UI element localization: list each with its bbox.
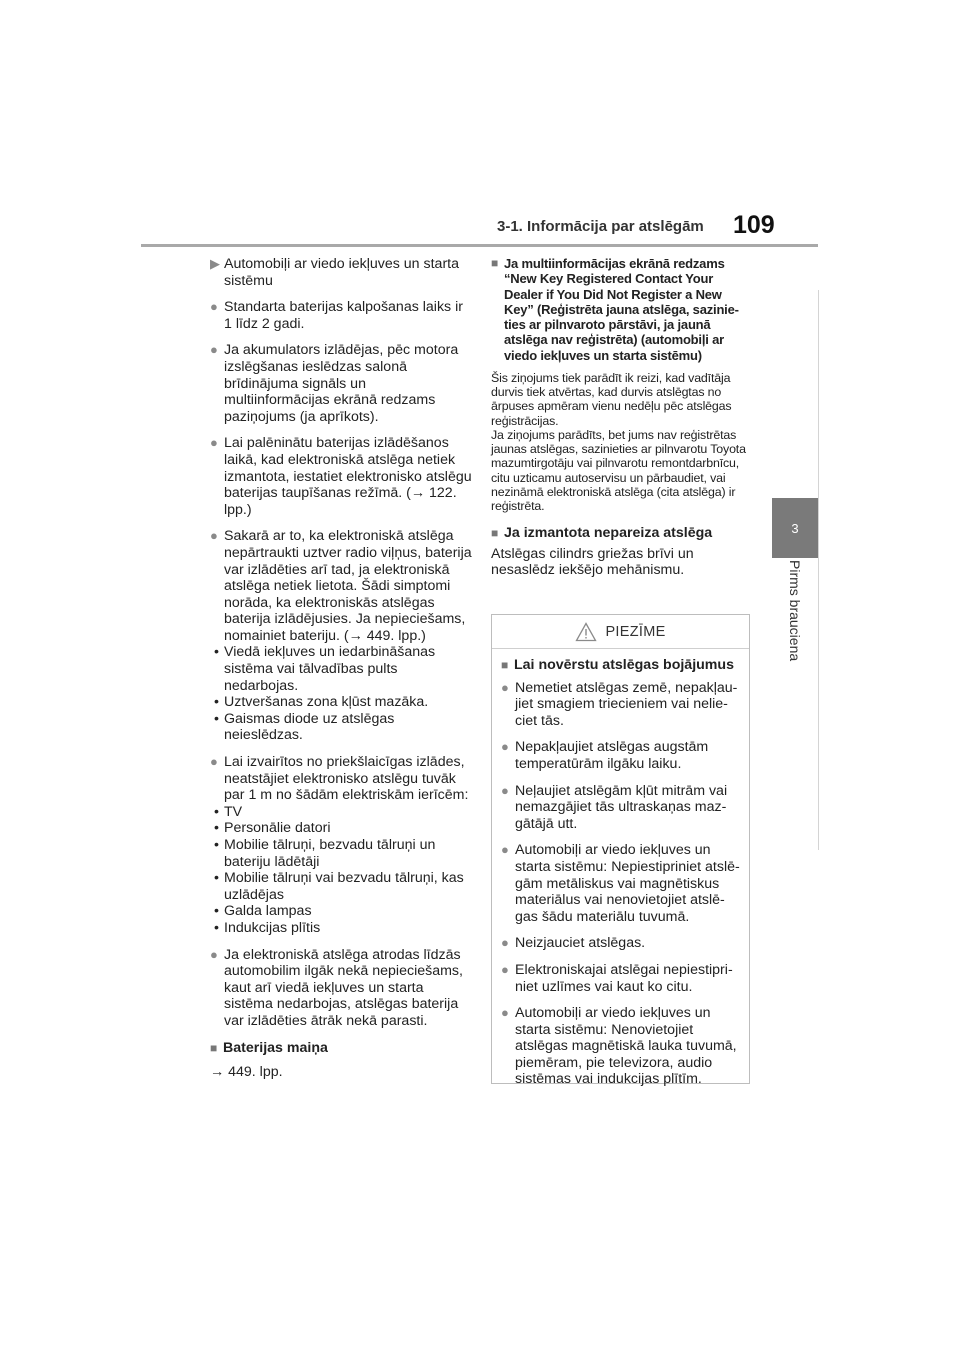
device-item: • TV [214,803,243,820]
circle-bullet-icon: ● [210,435,218,451]
list-item [210,299,472,332]
circle-bullet-icon: ● [501,739,509,755]
intro-text: Automobiļi ar viedo iekļuves un starta sistēmu [224,256,460,289]
note-box [491,614,750,1088]
header-divider [141,244,818,247]
new-key-text [491,371,750,513]
triangle-right-icon: ▶ [210,256,220,271]
circle-bullet-icon: ● [210,528,218,544]
symptom-item: • Gaismas diode uz atslēgas neieslēdzas. [214,710,395,744]
square-icon: ■ [501,658,509,672]
note-item: ● Nemetiet atslēgas zemē, nepakļaujiet smagiem triecieniem vai nelieciet tās. [501,679,738,729]
new-key-paragraph: Ja ziņojums parādīts, bet jums nav reģistrētas jaunas atslēgas, sazinieties ar pilnvarotu Toyota mazumtirgotāju vai pilnvarotu remontdarbnīcu, citu uzticamu autoservisu un pārbaudiet, vai nezināmā elektroniskā atslēga (cita atslēga) ir reģistrēta. [491,427,746,513]
device-item: • Personālie datori [214,820,331,837]
square-icon: ■ [491,256,499,270]
list-item [210,435,472,518]
circle-bullet-icon: ● [501,679,509,695]
bullet-text: Standarta baterijas kalpošanas laiks ir 1 līdz 2 gadi. [224,299,463,332]
symptom-item: • Viedā iekļuves un iedarbināšanas sistēma vai tālvadības pults nedarbojas. [214,644,436,694]
note-item: ● Elektroniskajai atslēgai nepiestipriniet uzlīmes vai kaut ko citu. [501,961,733,995]
bullet-text: Lai palēninātu baterijas izlādēšanos laikā, kad elektroniskā atslēga netiek izmantota, iestatiet elektronisko atslēgu baterijas taupīšanas režīmā. (→ 122. lpp.) [224,435,472,518]
bullet-text: Ja akumulators izlādējas, pēc motora izslēgšanas ieslēdzas salonā brīdinājuma signāls un multiinformācijas ekrānā redzams paziņojums (ja aprīkots). [224,342,459,425]
chapter-number: 3 [791,520,799,536]
circle-bullet-icon: ● [501,842,509,858]
square-icon: ■ [491,526,499,541]
device-item: • Mobilie tālruņi, bezvadu tālruņi un bateriju lādētāji [214,837,436,870]
device-item: • Mobilie tālruņi vai bezvadu tālruņi, kas uzlādējas [214,870,464,903]
note-body [492,649,749,1088]
circle-bullet-icon: ● [501,935,509,951]
note-header [492,615,749,649]
circle-bullet-icon: ● [501,782,509,798]
circle-bullet-icon: ● [501,1005,509,1021]
circle-bullet-icon: ● [210,299,218,315]
chapter-title: Pirms brauciena [787,560,803,662]
circle-bullet-icon: ● [210,946,218,962]
note-item: ● Neizjauciet atslēgas. [501,935,646,952]
battery-heading: ■ Baterijas maiņa [210,1039,328,1056]
chapter-tab [772,498,818,558]
note-heading: ■ Lai novērstu atslēgas bojājumus [501,657,734,673]
circle-bullet-icon: ● [501,961,509,977]
note-item: ● Automobiļi ar viedo iekļuves un starta sistēmu: Nepiestipriniet atslēgām metāliskus vai magnētiskus materiālus vai nenovietojiet atslēgas šādu materiālu tuvumā. [501,842,740,925]
note-item: ● Neļaujiet atslēgām kļūt mitrām vai nemazgājiet tās ultraskaņas mazgātājā utt. [501,782,728,832]
note-item: ● Nepakļaujiet atslēgas augstām temperatūrām ilgāku laiku. [501,739,709,772]
section-title: 3-1. Informācija par atslēgām [497,218,704,235]
list-item [210,947,472,1030]
bullet-text: Lai izvairītos no priekšlaicīgas izlādes, neatstājiet elektronisko atslēgu tuvāk par 1 m no šādām elektriskām ierīcēm: [224,754,469,804]
note-title: PIEZĪME [605,623,666,640]
page-number: 109 [733,211,775,239]
intro-item [210,256,472,289]
wrong-key-text: Atslēgas cilindrs griežas brīvi un nesaslēdz iekšējo mehānismu. [491,545,694,579]
caution-triangle-icon [575,622,597,642]
note-item: ● Automobiļi ar viedo iekļuves un starta sistēmu: Nenovietojiet atslēgas magnētiskā lauka tuvumā, piemēram, pie televizora, audio sistēmas vai indukcijas plītīm. [501,1005,737,1088]
device-item: • Indukcijas plītis [214,919,321,936]
device-item: • Galda lampas [214,903,312,920]
battery-reference: → 449. lpp. [210,1064,283,1081]
list-item [210,342,472,425]
new-key-paragraph: Šis ziņojums tiek parādīt ik reizi, kad vadītāja durvis tiek atvērtas, kad durvis atslēgtas no ārpuses apmēram vienu nedēļu pēc atslēgas reģistrācijas. [491,371,732,428]
wrong-key-heading: ■ Ja izmantota nepareiza atslēga [491,525,713,542]
bullet-text: Sakarā ar to, ka elektroniskā atslēga nepārtraukti uztver radio viļņus, baterija var izlādēties arī tad, ja elektroniskā atslēga netiek lietota. Šādi simptomi norāda, ka elektroniskās atslēgas baterija izlādējusies. Ja nepieciešams, nomainiet bateriju. (→ 449. lpp.) [224,528,472,644]
right-column [491,256,750,587]
new-key-heading: ■ Ja multiinformācijas ekrānā redzams “New Key Registered Contact Your Dealer if You Did Not Register a New Key” (Reģistrēta jauna atslēga, sazinieties ar pilnvaroto pārstāvi, ja jaunā atslēga nav reģistrēta) (automobiļi ar viedo iekļuves un starta sistēmu) [491,256,739,363]
circle-bullet-icon: ● [210,342,218,358]
bullet-text: Ja elektroniskā atslēga atrodas līdzās automobilim ilgāk nekā nepieciešams, kaut arī viedā iekļuves un starta sistēma nedarbojas, atslēgas baterija var izlādēties ātrāk nekā parasti. [224,946,463,1029]
left-column [210,256,472,1089]
symptom-item: • Uztveršanas zona kļūst mazāka. [214,694,429,711]
side-rule [818,290,819,850]
circle-bullet-icon: ● [210,754,218,770]
square-icon: ■ [210,1040,218,1055]
list-item [210,754,472,937]
list-item [210,528,472,744]
